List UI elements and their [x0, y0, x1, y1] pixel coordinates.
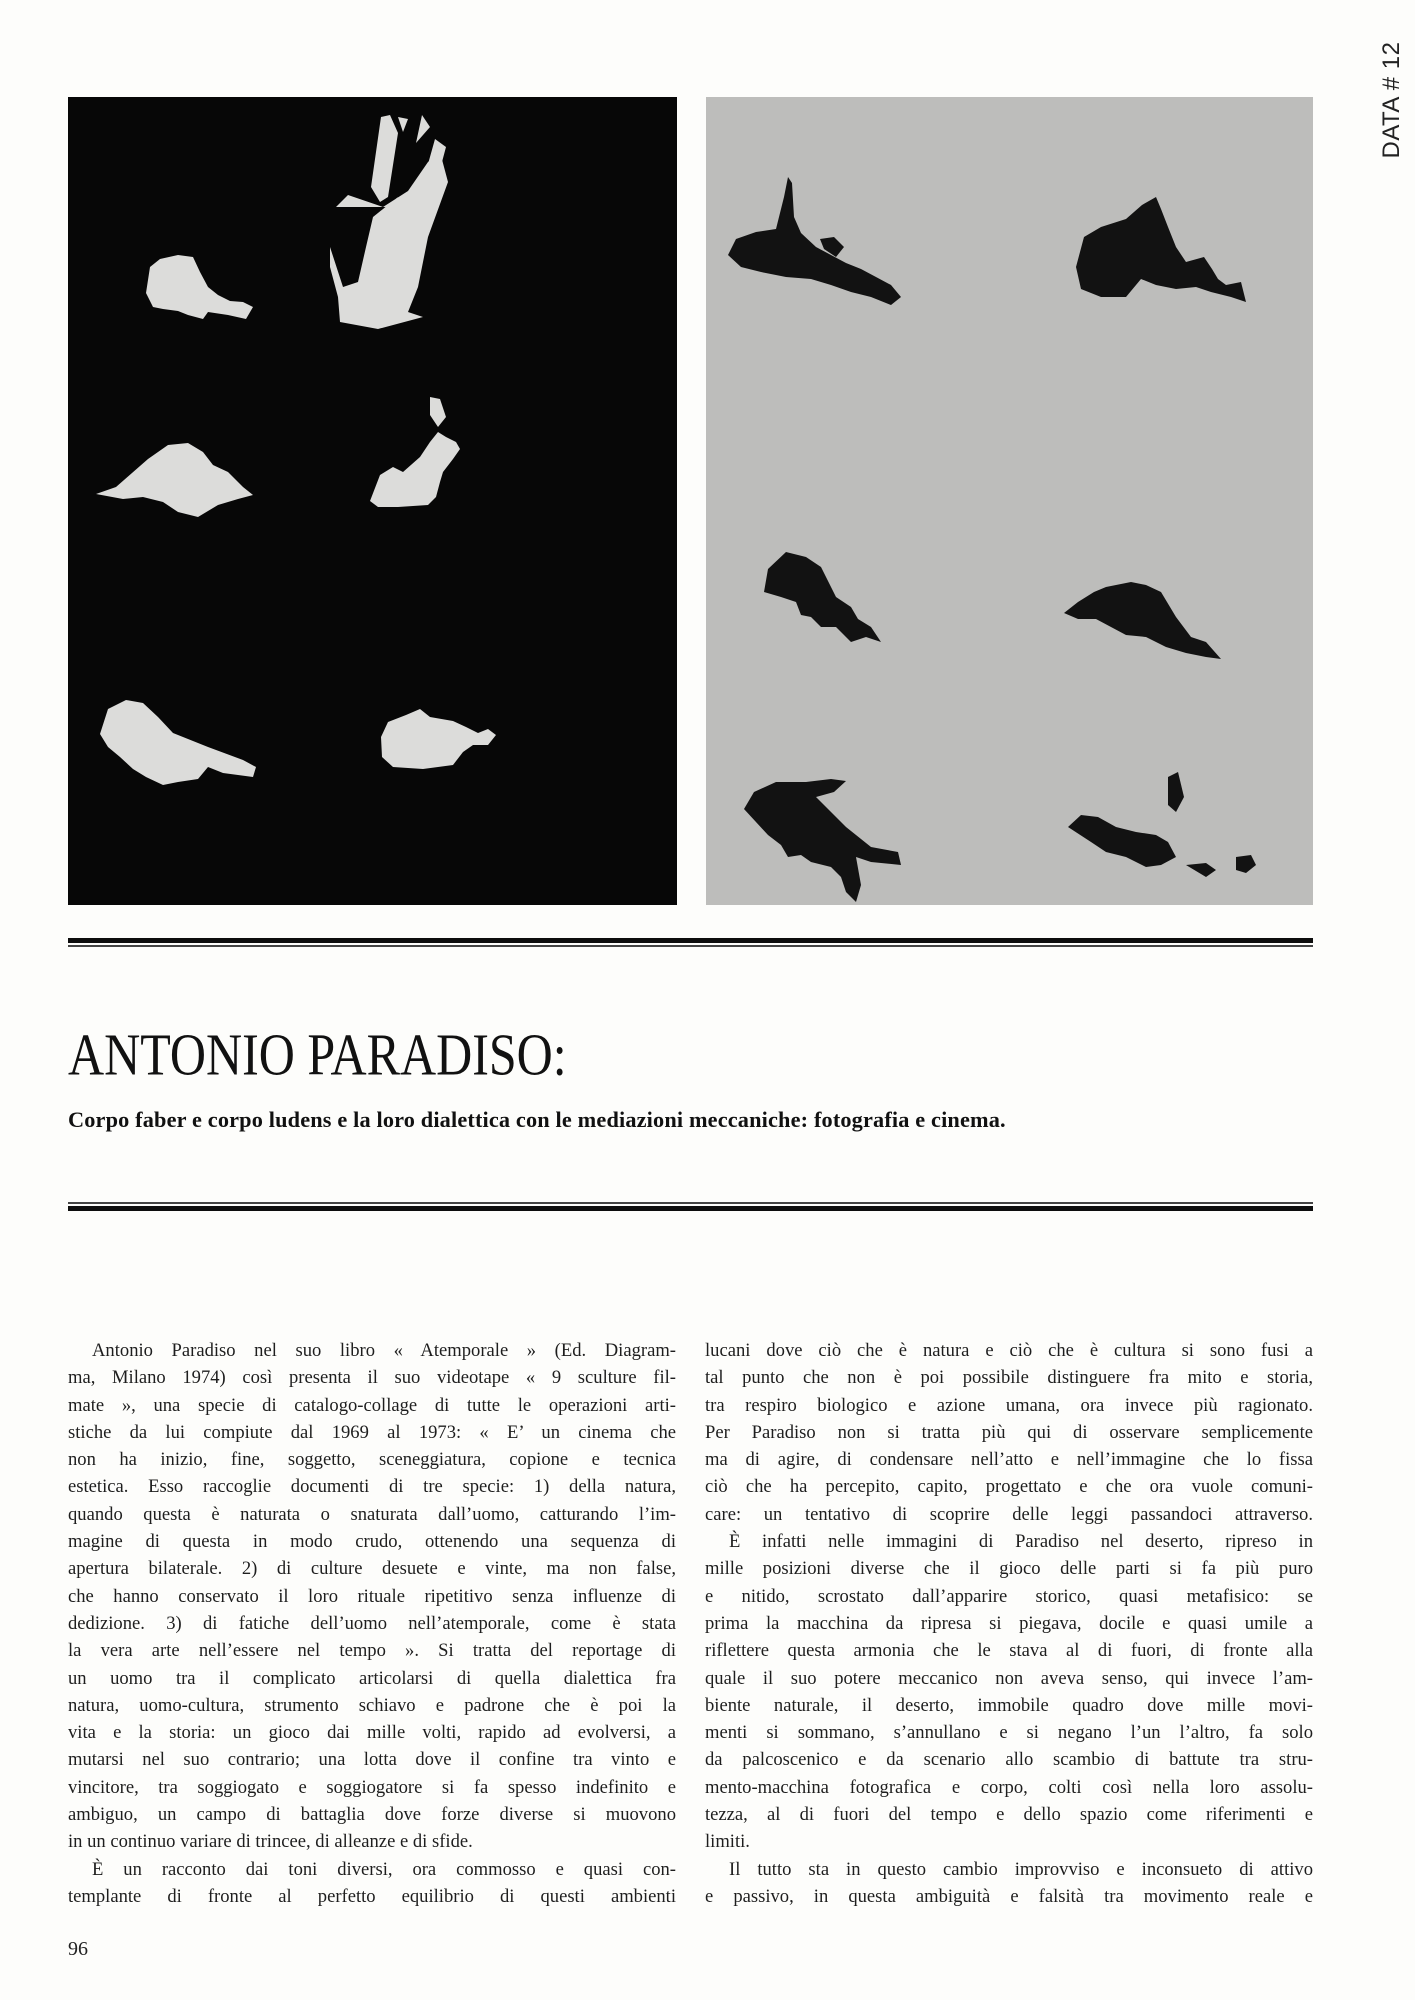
text-line: ciò che ha percepito, capito, progettato e che ora vuole comuni- — [705, 1476, 1313, 1498]
figure-silhouette — [1186, 855, 1256, 877]
text-line: quando questa è naturata o snaturata dall’uomo, catturando l’im- — [68, 1503, 676, 1525]
text-line: che hanno conservato il loro rituale ripetitivo senza influenze di — [68, 1585, 676, 1607]
rule-thin-line — [68, 945, 1313, 947]
text-line: un uomo tra il complicato articolarsi di quella dialettica fra — [68, 1667, 676, 1689]
figure-silhouette — [370, 397, 460, 507]
text-line: limiti. — [705, 1831, 750, 1853]
figure-silhouette — [728, 177, 901, 305]
text-line: dedizione. 3) di fatiche dell’uomo nell’atemporale, come è stata — [68, 1612, 676, 1634]
text-line: magine di questa in modo crudo, ottenendo una sequenza di — [68, 1531, 676, 1553]
text-line: e nitido, scrostato dall’apparire storico, quasi metafisico: se — [705, 1585, 1313, 1607]
bottom-double-rule — [68, 1202, 1313, 1211]
figure-silhouette — [96, 443, 253, 517]
text-line: da palcoscenico e da scenario allo scambio di battute tra stru- — [705, 1749, 1313, 1771]
text-line: quale il suo potere meccanico non aveva senso, qui invece l’am- — [705, 1667, 1313, 1689]
issue-label — [1372, 30, 1412, 170]
article-subtitle: Corpo faber e corpo ludens e la loro dialettica con le mediazioni meccaniche: fotografia e cinema. — [68, 1107, 1006, 1132]
article-title: ANTONIO PARADISO: — [68, 1021, 567, 1088]
text-line: ma di agire, di condensare nell’atto e nell’immagine che lo fissa — [705, 1449, 1313, 1471]
text-line: mento-macchina fotografica e corpo, colti così nella loro assolu- — [705, 1776, 1313, 1798]
text-line: lucani dove ciò che è natura e ciò che è cultura si sono fusi a — [705, 1340, 1313, 1361]
text-line: e passivo, in questa ambiguità e falsità tra movimento reale e — [705, 1885, 1313, 1907]
text-line: prima la macchina da ripresa si piegava, docile e quasi umile a — [705, 1612, 1313, 1634]
text-line: Antonio Paradiso nel suo libro « Atemporale » (Ed. Diagram- — [92, 1340, 676, 1361]
text-line: È un racconto dai toni diversi, ora commosso e quasi con- — [92, 1858, 676, 1880]
text-line: menti si sommano, s’annullano e si negano l’un l’altro, fa solo — [705, 1722, 1313, 1744]
text-line: vincitore, tra soggiogato e soggiogatore si fa spesso indefinito e — [68, 1776, 676, 1798]
text-line: tra respiro biologico e azione umana, ora invece più ragionato. — [705, 1394, 1313, 1416]
figure-silhouette — [381, 709, 496, 769]
figure-silhouette — [744, 779, 901, 902]
figure-silhouette — [764, 552, 881, 642]
text-line: riflettere questa armonia che le stava al di fuori, di fronte alla — [705, 1640, 1313, 1662]
text-line: care: un tentativo di scoprire delle leggi passandoci attraverso. — [705, 1503, 1313, 1525]
photo-desert-svg — [706, 97, 1313, 905]
figure-silhouette — [1068, 815, 1176, 867]
body-column-left — [68, 1337, 676, 1910]
page-number: 96 — [68, 1938, 88, 1960]
text-line: in un continuo variare di trincee, di alleanze e di sfide. — [68, 1831, 473, 1853]
body-column-right — [705, 1337, 1313, 1910]
text-line: vita e la storia: un gioco dai mille volti, rapido ad evolversi, a — [68, 1722, 676, 1744]
text-line: apertura bilaterale. 2) di culture desuete e vinte, ma non false, — [68, 1558, 676, 1580]
text-line: È infatti nelle immagini di Paradiso nel deserto, ripreso in — [729, 1531, 1313, 1553]
figure-silhouette — [100, 700, 256, 785]
text-line: templante di fronte al perfetto equilibrio di questi ambienti — [68, 1885, 676, 1907]
text-line: stiche da lui compiute dal 1969 al 1973: « E’ un cinema che — [68, 1421, 676, 1443]
figure-silhouette — [1064, 582, 1221, 659]
top-double-rule — [68, 938, 1313, 947]
text-line: tezza, al di fuori del tempo e dello spazio come riferimenti e — [705, 1804, 1313, 1826]
text-line: tal punto che non è poi possibile distinguere fra mito e storia, — [705, 1367, 1313, 1389]
rule-thick-line — [68, 1206, 1313, 1211]
text-line: natura, uomo-cultura, strumento schiavo e padrone che è poi la — [68, 1694, 676, 1716]
issue-label-text: DATA # 12 — [1378, 41, 1405, 159]
text-line: non ha inizio, fine, soggetto, sceneggiatura, copione e tecnica — [68, 1449, 676, 1471]
photo-negative-figures — [68, 97, 677, 905]
text-line: biente naturale, il deserto, immobile quadro dove mille movi- — [705, 1694, 1313, 1716]
text-line: Per Paradiso non si tratta più qui di osservare semplicemente — [705, 1421, 1313, 1443]
text-line: Il tutto sta in questo cambio improvviso e inconsueto di attivo — [729, 1858, 1313, 1880]
text-line: mille posizioni diverse che il gioco delle parti si fa più puro — [705, 1558, 1313, 1580]
figure-silhouette — [1168, 772, 1184, 812]
text-line: ambiguo, un campo di battaglia dove forze diverse si muovono — [68, 1804, 676, 1826]
text-line: ma, Milano 1974) così presenta il suo videotape « 9 sculture fil- — [68, 1367, 676, 1389]
figure-silhouette — [1076, 197, 1246, 302]
photo-desert-figures — [706, 97, 1313, 905]
figure-silhouette — [146, 255, 253, 319]
text-line: mate », una specie di catalogo-collage di tutte le operazioni arti- — [68, 1394, 676, 1416]
text-line: estetica. Esso raccoglie documenti di tre specie: 1) della natura, — [68, 1476, 676, 1498]
text-line: la vera arte nell’essere nel tempo ». Si tratta del reportage di — [68, 1640, 676, 1662]
text-line: mutarsi nel suo contrario; una lotta dove il confine tra vinto e — [68, 1749, 676, 1771]
photo-negative-svg — [68, 97, 677, 905]
